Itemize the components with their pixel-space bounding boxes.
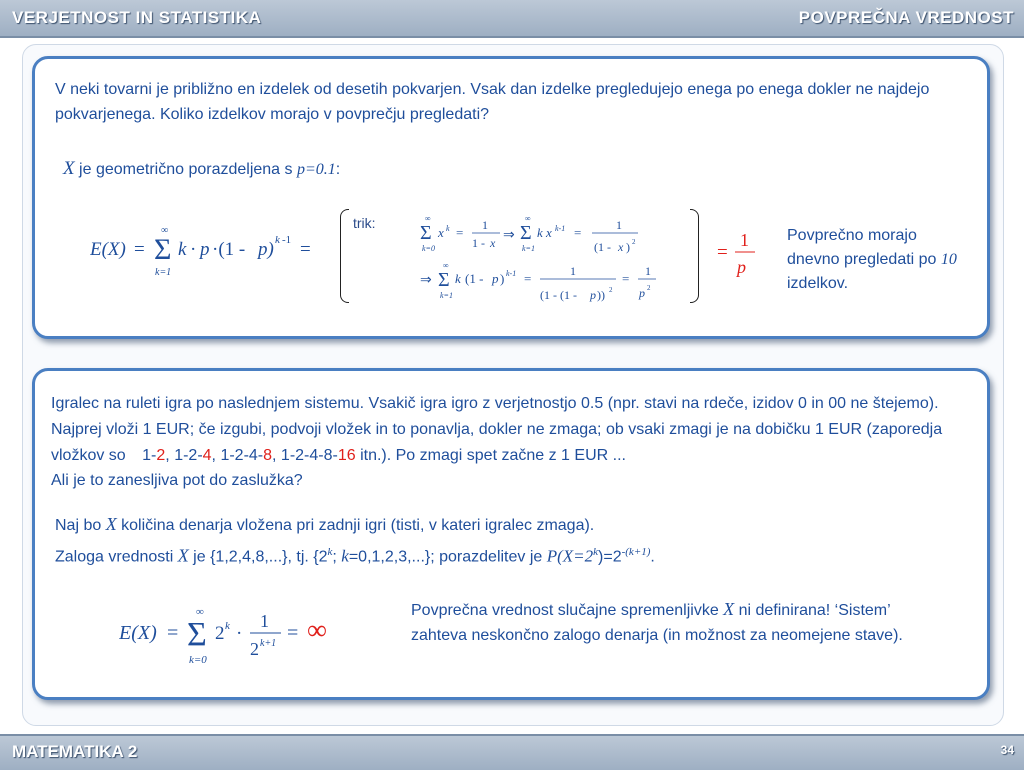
svg-text:Σ: Σ [520,222,532,244]
seq-4: 1-2-4-8-16 [280,447,356,464]
svg-text:Σ: Σ [154,233,172,266]
question-text: Ali je to zanesljiva pot do zaslužka? [51,472,303,489]
svg-text:k=0: k=0 [422,244,435,253]
svg-text:1: 1 [570,264,576,278]
svg-text:=: = [574,225,582,240]
svg-text:Σ: Σ [438,269,450,291]
svg-text:=: = [524,271,532,286]
expectation-formula-1 [90,221,330,281]
svg-text:1: 1 [645,264,651,278]
svg-text:(1 -: (1 - [594,240,611,254]
conclusion-pre: Povprečno morajo dnevno pregledati po [787,227,941,268]
svg-text:=: = [167,622,179,644]
svg-text:·: · [190,239,197,260]
svg-text:p: p [200,239,210,260]
svg-text:E(X): E(X) [119,622,157,644]
left-brace [340,209,349,303]
svg-text:1 -: 1 - [472,236,485,250]
svg-text:2: 2 [647,284,651,292]
trick-derivation [420,211,680,306]
svg-text:p: p [492,271,499,286]
svg-text:p: p [737,257,746,277]
svg-text:1: 1 [740,230,749,250]
svg-text:k=0: k=0 [189,654,207,666]
svg-text:k: k [178,239,187,260]
svg-text:(1 -: (1 - [465,271,484,286]
course-title: VERJETNOST IN STATISTIKA [12,8,262,27]
svg-text:k=1: k=1 [522,244,535,253]
svg-text:E(X): E(X) [90,239,126,260]
svg-text:=: = [456,225,464,240]
svg-text:2: 2 [609,286,613,294]
seq-1: 1-2 [142,447,166,464]
svg-text:·: · [236,623,243,644]
conclusion-number: 10 [940,251,957,268]
svg-text:): ) [626,240,630,254]
svg-text:∞: ∞ [425,214,431,223]
section-title: POVPREČNA VREDNOST [798,8,1014,27]
var-x: X [63,158,75,179]
svg-text:⇒: ⇒ [420,273,432,288]
example-card-2 [32,368,990,700]
dist-text: je geometrično porazdeljena s [74,161,297,178]
svg-text:x: x [618,240,624,254]
svg-text:∞: ∞ [525,214,531,223]
right-brace [690,209,699,303]
svg-text:2: 2 [632,238,636,246]
svg-text:=: = [717,242,728,263]
example-card-1 [32,56,990,339]
svg-text:k x: k x [537,225,552,240]
definition-line-1: Naj bo X količina denarja vložena pri zadnji igri (tisti, v kateri igralec zmaga). [55,514,595,534]
footer-bar [0,734,1024,770]
definition-line-2: Zaloga vrednosti X je {1,2,4,8,...}, tj. {2$^k$; k=0,1,2,3,...}; porazdelitev je $P(X=2^k)=2^{-(k+1)}$. [55,545,655,566]
svg-text:x: x [438,225,444,240]
svg-text:(1 - (1 -: (1 - (1 - [540,288,577,302]
conclusion-text-1 [787,224,972,296]
svg-text:p): p) [258,239,274,260]
expectation-formula-2 [119,603,349,669]
svg-text:)): )) [597,288,605,302]
svg-text:Σ: Σ [187,616,207,653]
svg-text:1: 1 [616,218,622,232]
svg-text:k: k [455,271,461,286]
svg-text:-1: -1 [282,234,292,246]
page-number: 34 [1000,743,1014,757]
distribution-statement [63,156,340,182]
conclusion-post: izdelkov. [787,275,849,292]
footer-course: MATEMATIKA 2 [12,742,138,761]
svg-text:p: p [639,286,645,300]
svg-text:2: 2 [215,623,225,644]
svg-text:2: 2 [250,639,259,659]
svg-text:Σ: Σ [420,222,432,244]
problem-text-1: V neki tovarni je približno en izdelek od desetih pokvarjen. Vsak dan izdelke pregledujejo enega po enega dokler ne najdejo pokvarjenega. Koliko izdelkov morajo v povprečju pregledati? [55,81,930,123]
svg-text:k-1: k-1 [506,269,517,278]
svg-text:k=1: k=1 [440,291,453,300]
svg-text:⇒: ⇒ [503,228,515,243]
svg-text:k: k [446,224,450,233]
svg-text:k=1: k=1 [155,267,172,278]
svg-text:=: = [134,239,145,260]
svg-text:1: 1 [482,218,488,232]
svg-text:∞: ∞ [196,606,204,618]
svg-text:): ) [500,271,505,286]
svg-text:∞: ∞ [307,615,327,646]
header-bar [0,0,1024,38]
svg-text:k: k [275,234,280,246]
svg-text:=: = [287,622,299,644]
svg-text:p: p [590,288,596,302]
svg-text:·(1 -: ·(1 - [212,239,246,260]
svg-text:k+1: k+1 [260,638,277,649]
problem-b: itn.). Po zmagi spet začne z 1 EUR ... [355,447,626,464]
svg-text:x: x [490,236,496,250]
trick-label: trik: [353,215,376,231]
problem-text-2: Igralec na ruleti igra po naslednjem sistemu. Vsakič igra igro z verjetnostjo 0.5 (npr. stavi na rdeče, izidov 0 in 00 ne štejemo). Najprej vloži 1 EUR; če izgubi, podvoji vložek in to ponavlja, dokler ne zmaga; ob vsaki zmagi je na dobičku 1 EUR (zaporedja vložkov so 1-2, 1-2-4, 1-2-4-8, 1-2-4-8-16 itn.). Po zmagi spet začne z 1 EUR ... [51,395,943,464]
svg-text:∞: ∞ [161,225,169,236]
svg-text:∞: ∞ [443,261,449,270]
problem-a: Igralec na ruleti igra po naslednjem sistemu. Vsakič igra igro z verjetnostjo 0.5 (npr. stavi na rdeče, izidov 0 in 00 ne štejemo). Najprej vloži 1 EUR; če izgubi, podvoji vložek in to ponavlja, dokler ne zmaga; ob vsaki zmagi je na dobičku 1 EUR (zaporedja vložkov so [51,395,943,464]
svg-text:k-1: k-1 [555,224,566,233]
result-formula [717,227,761,283]
svg-text:k: k [225,620,230,632]
param-p: p=0.1 [296,161,336,178]
svg-text:1: 1 [260,611,269,631]
note-text: Povprečna vrednost slučajne spremenljivke X ni definirana! ‘Sistem’ zahteva neskončno zalogo denarja (in možnost za neomejene stave). [411,599,903,644]
svg-text:=: = [300,239,311,260]
dist-end: : [335,161,341,178]
svg-text:=: = [622,271,630,286]
seq-3: 1-2-4-8 [220,447,273,464]
seq-2: 1-2-4 [174,447,212,464]
